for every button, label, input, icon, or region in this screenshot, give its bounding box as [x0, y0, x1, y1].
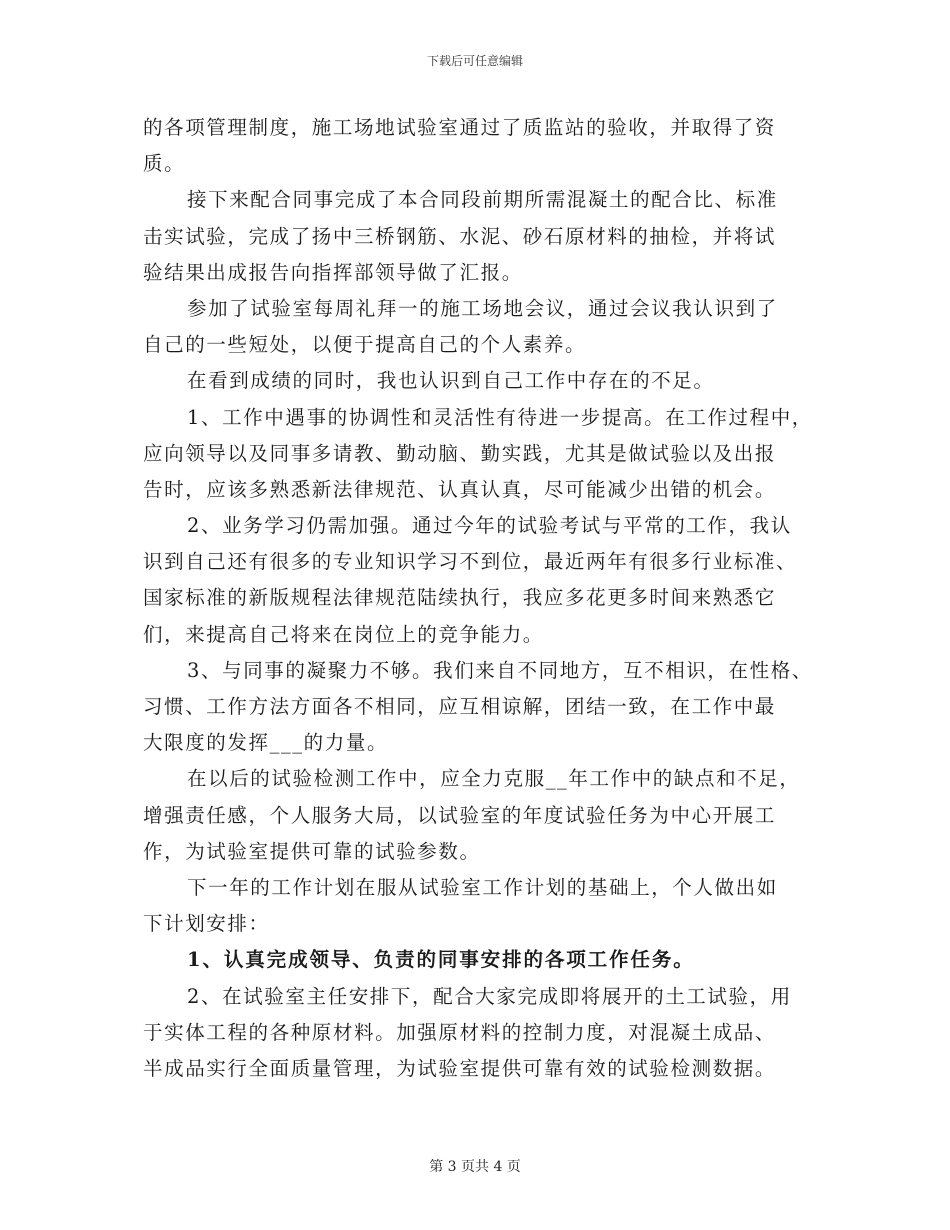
text-line: 参加了试验室每周礼拜一的施工场地会议，通过会议我认识到了 — [187, 296, 778, 320]
text-line: 击实试验，完成了扬中三桥钢筋、水泥、砂石原材料的抽检，并将试 — [143, 224, 777, 248]
text-line: 增强责任感，个人服务大局，以试验室的年度试验任务为中心开展工 — [143, 803, 777, 827]
page-footer: 第 3 页共 4 页 — [429, 1159, 521, 1175]
document-body — [143, 110, 823, 1087]
text-line: 自己的一些短处，以便于提高自己的个人素养。 — [143, 333, 587, 357]
text-line: 2、业务学习仍需加强。通过今年的试验考试与平常的工作，我认 — [187, 514, 792, 538]
text-line: 大限度的发挥___的力量。 — [143, 731, 389, 755]
text-line: 半成品实行全面质量管理，为试验室提供可靠有效的试验检测数据。 — [143, 1056, 777, 1080]
text-line: 在看到成绩的同时，我也认识到自己工作中存在的不足。 — [187, 369, 715, 393]
text-line: 们，来提高自己将来在岗位上的竞争能力。 — [143, 622, 544, 646]
text-line: 识到自己还有很多的专业知识学习不到位，最近两年有很多行业标准、 — [143, 550, 798, 574]
text-line: 接下来配合同事完成了本合同段前期所需混凝土的配合比、标准 — [187, 188, 778, 212]
text-line: 验结果出成报告向指挥部领导做了汇报。 — [143, 260, 523, 284]
text-line: 习惯、工作方法方面各不相同，应互相谅解，团结一致，在工作中最 — [143, 695, 777, 718]
text-line: 下计划安排： — [143, 912, 270, 936]
text-line: 应向领导以及同事多请教、勤动脑、勤实践，尤其是做试验以及出报 — [143, 441, 777, 465]
text-line: 2、在试验室主任安排下，配合大家完成即将展开的土工试验，用 — [187, 984, 792, 1008]
text-line: 作，为试验室提供可靠的试验参数。 — [143, 839, 481, 863]
text-line: 下一年的工作计划在服从试验室工作计划的基础上，个人做出如 — [187, 875, 778, 899]
text-line: 告时，应该多熟悉新法律规范、认真认真，尽可能减少出错的机会。 — [143, 477, 777, 501]
text-line: 1、认真完成领导、负责的同事安排的各项工作任务。 — [187, 948, 695, 972]
text-line: 的各项管理制度，施工场地试验室通过了质监站的验收，并取得了资 — [143, 116, 777, 139]
text-line: 于实体工程的各种原材料。加强原材料的控制力度，对混凝土成品、 — [143, 1020, 777, 1044]
text-line: 3、与同事的凝聚力不够。我们来自不同地方，互不相识，在性格、 — [187, 658, 813, 682]
page-header: 下载后可任意编辑 — [426, 54, 523, 68]
text-line: 国家标准的新版规程法律规范陆续执行，我应多花更多时间来熟悉它 — [143, 586, 777, 610]
text-line: 1、工作中遇事的协调性和灵活性有待进一步提高。在工作过程中， — [187, 405, 813, 429]
text-line: 在以后的试验检测工作中，应全力克服__年工作中的缺点和不足， — [187, 767, 801, 791]
text-line: 质。 — [143, 152, 186, 176]
